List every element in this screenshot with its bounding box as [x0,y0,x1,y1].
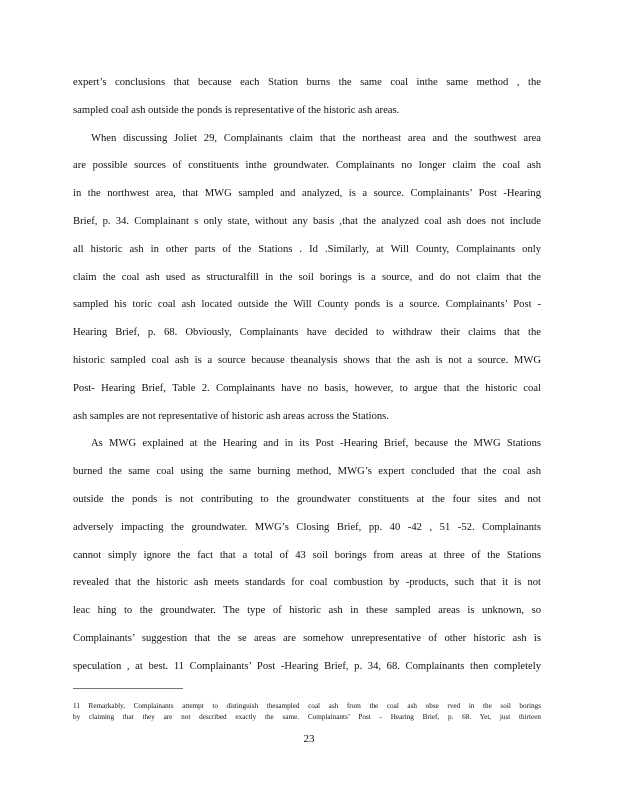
text-line: adversely impacting the groundwater. MWG’s Closing Brief, pp. 40 -42 , 51 -52. Complainants [73,521,541,533]
paragraph-3 [73,430,541,680]
text-line: sampled his toric coal ash located outside the Will County ponds is a source. Complainants’ Post - [73,299,541,311]
text-line: ash samples are not representative of historic ash areas across the Stations. [73,410,389,422]
page-number: 23 [303,733,315,745]
text-line: Hearing Brief, p. 68. Obviously, Complainants have decided to withdraw their claims that the [73,327,541,339]
text-line: cannot simply ignore the fact that a total of 43 soil borings from areas at three of the Stations [73,549,541,561]
text-line: claim the coal ash used as structuralfill in the soil borings is a source, and do not claim that the [73,271,541,283]
text-line: all historic ash in other parts of the Stations . Id .Similarly, at Will County, Complainants only [73,243,541,255]
text-line: burned the same coal using the same burning method, MWG’s expert concluded that the coal ash [73,466,541,478]
body-text [73,69,541,681]
text-line: expert’s conclusions that because each Station burns the same coal inthe same method , the [73,77,541,88]
text-line: Post- Hearing Brief, Table 2. Complainants have no basis, however, to argue that the historic coal [73,382,541,394]
text-line: revealed that the historic ash meets standards for coal combustion by -products, such that it is not [73,577,541,589]
footnote-line: 11 Remarkably, Complainants attempt to distinguish thesampled coal ash from the coal ash obse rved in the soil borings [73,702,541,710]
footnote-line: by claiming that they are not described exactly the same. Complainants’ Post - Hearing Brief, p. 68. Yet, just thirteen [73,713,541,721]
text-line: leac hing to the groundwater. The type of historic ash in these sampled areas is unknown, so [73,605,541,617]
text-line: Complainants’ suggestion that the se areas are somehow unrepresentative of other historic ash is [73,632,541,644]
paragraph-1 [73,69,541,125]
text-line: historic sampled coal ash is a source because theanalysis shows that the ash is not a source. MWG [73,354,541,366]
text-line: When discussing Joliet 29, Complainants claim that the northeast area and the southwest area [91,132,541,144]
text-line: are possible sources of constituents inthe groundwater. Complainants no longer claim the coal ash [73,160,541,172]
paragraph-2 [73,125,541,431]
text-line: sampled coal ash outside the ponds is representative of the historic ash areas. [73,104,400,116]
text-line: As MWG explained at the Hearing and in its Post -Hearing Brief, because the MWG Stations [91,438,541,450]
text-line: Brief, p. 34. Complainant s only state, without any basis ,that the analyzed coal ash does not include [73,215,541,227]
text-line: in the northwest area, that MWG sampled and analyzed, is a source. Complainants’ Post -Hearing [73,188,541,200]
footnote [73,701,541,723]
text-line: speculation , at best. 11 Complainants’ Post -Hearing Brief, p. 34, 68. Complainants then completely [73,660,541,672]
footnote-separator [73,688,183,689]
text-line: outside the ponds is not contributing to the groundwater constituents at the four sites and not [73,493,541,505]
